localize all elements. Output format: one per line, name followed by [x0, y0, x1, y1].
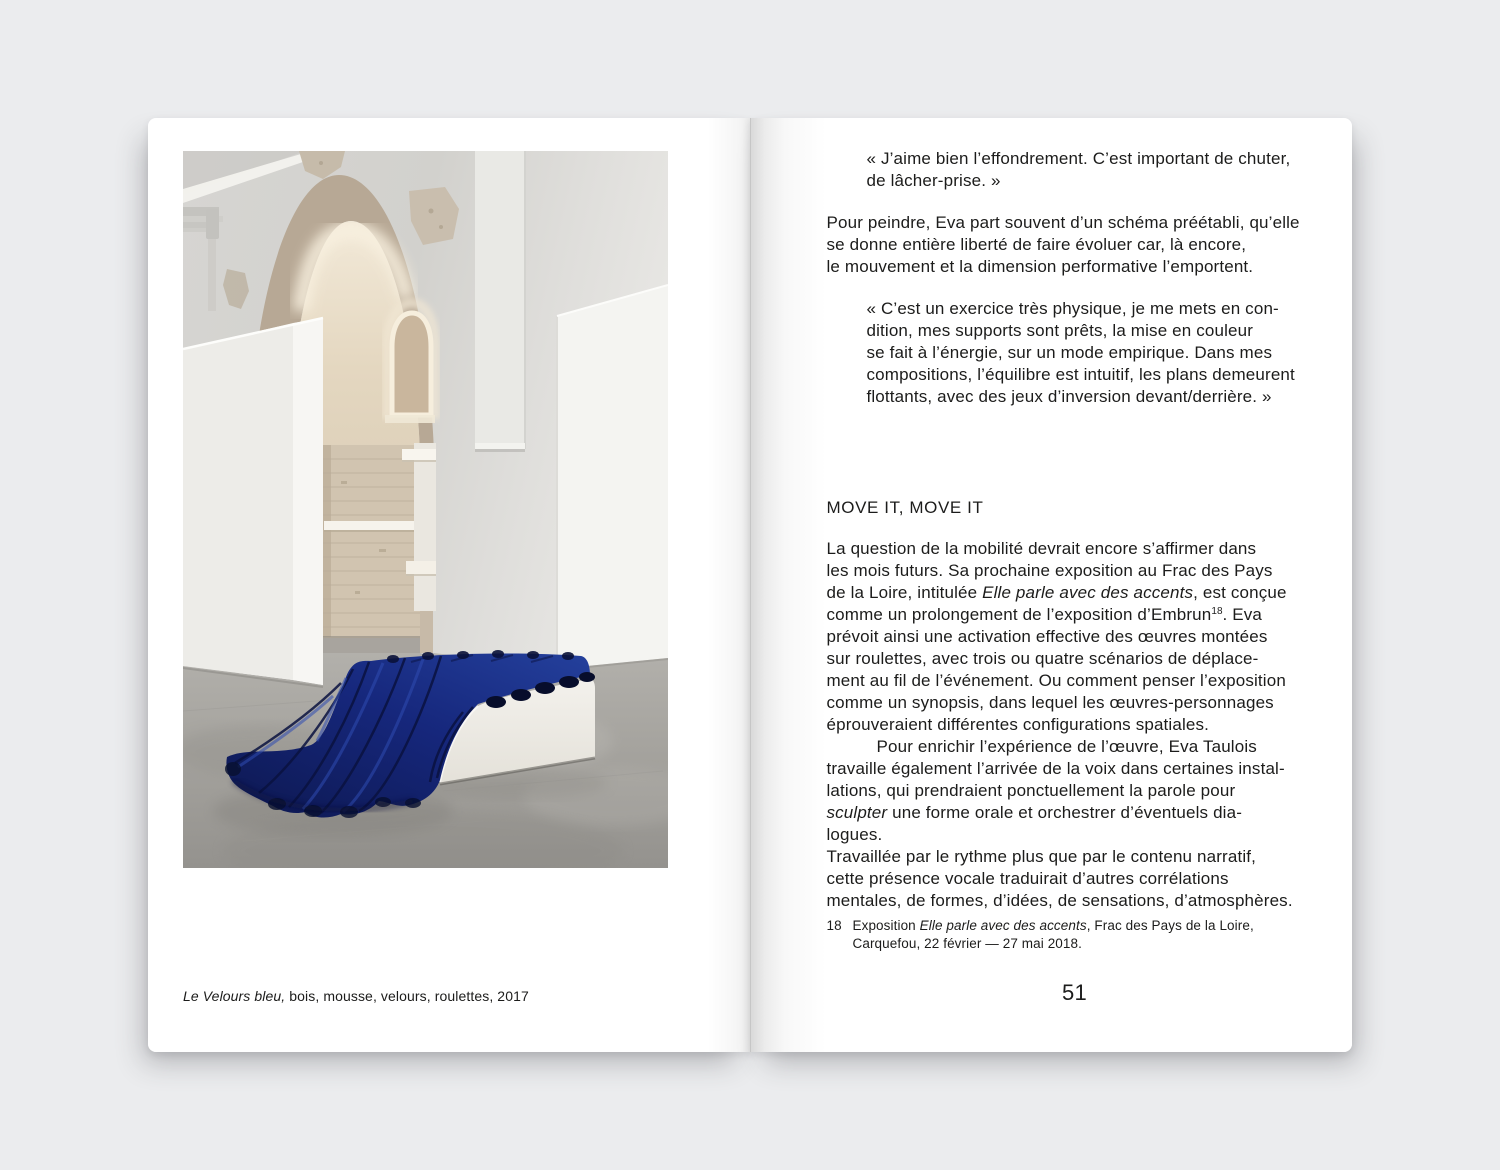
artwork-photo [183, 151, 668, 868]
display-shelf [324, 521, 420, 532]
arched-niche [385, 303, 435, 423]
stone-plank-wall [323, 445, 420, 637]
text-column [827, 148, 1323, 953]
doorway-floor [323, 638, 420, 654]
pull-quote-2: « C’est un exercice très physique, je me mets en con- dition, mes supports sont prêts, la mise en couleur se fait à l’énergie, sur un mode empirique. Dans mes compositions, l’équilibre est intuitif, les plans demeurent flottants, avec des jeux d’inversion devant/derrière. » [866, 299, 1295, 406]
left-page [148, 118, 750, 1052]
freestanding-wall [183, 318, 323, 687]
white-pilaster [475, 151, 526, 452]
footnote-number: 18 [826, 918, 842, 933]
white-wall-panel [557, 285, 668, 670]
footnote [827, 917, 1323, 953]
book-spread [148, 118, 1352, 1052]
pull-quote-1: « J’aime bien l’effondrement. C’est important de chuter, de lâcher-prise. » [866, 149, 1291, 190]
page-number: 51 [1061, 980, 1088, 1005]
body-paragraph-2: La question de la mobilité devrait encore s’affirmer dans les mois futurs. Sa prochaine exposition au Frac des Pays de la Loire, intitulée Elle parle avec des accents, est conçue comme un prolongement de l’exposition d’Embrun$^{18}$. Eva prévoit ainsi une activation effective des œuvres montées sur roulettes, avec trois ou quatre scénarios de déplace- ment au fil de l’événement. Ou comment penser l’exposition comme un synopsis, dans lequel les œuvres-personnages éprouveraient différentes configurations spatiales. Pour enrichir l’expérience de l’œuvre, Eva Taulois travaille également l’arrivée de la voix dans certaines instal- lations, qui prendraient ponctuellement la parole pour sculpter une forme orale et orchestrer d’éventuels dia- logues. Travaillée par le rythme plus que par le contenu narratif, cette présence vocale traduirait d’autres corrélations mentales, de formes, d’idées, de sensations, d’atmosphères. [826, 539, 1293, 910]
footnote-text: Exposition Elle parle avec des accents, Frac des Pays de la Loire, Carquefou, 22 février — 27 mai 2018. [852, 918, 1254, 951]
body-paragraph-1: Pour peindre, Eva part souvent d’un schéma préétabli, qu’elle se donne entière liberté de faire évoluer car, là encore, le mouvement et la dimension performative l’emportent. [826, 213, 1300, 276]
section-heading: MOVE IT, MOVE IT [826, 498, 984, 517]
right-page [750, 118, 1353, 1052]
artwork-caption: Le Velours bleu, bois, mousse, velours, roulettes, 2017 [183, 988, 529, 1004]
